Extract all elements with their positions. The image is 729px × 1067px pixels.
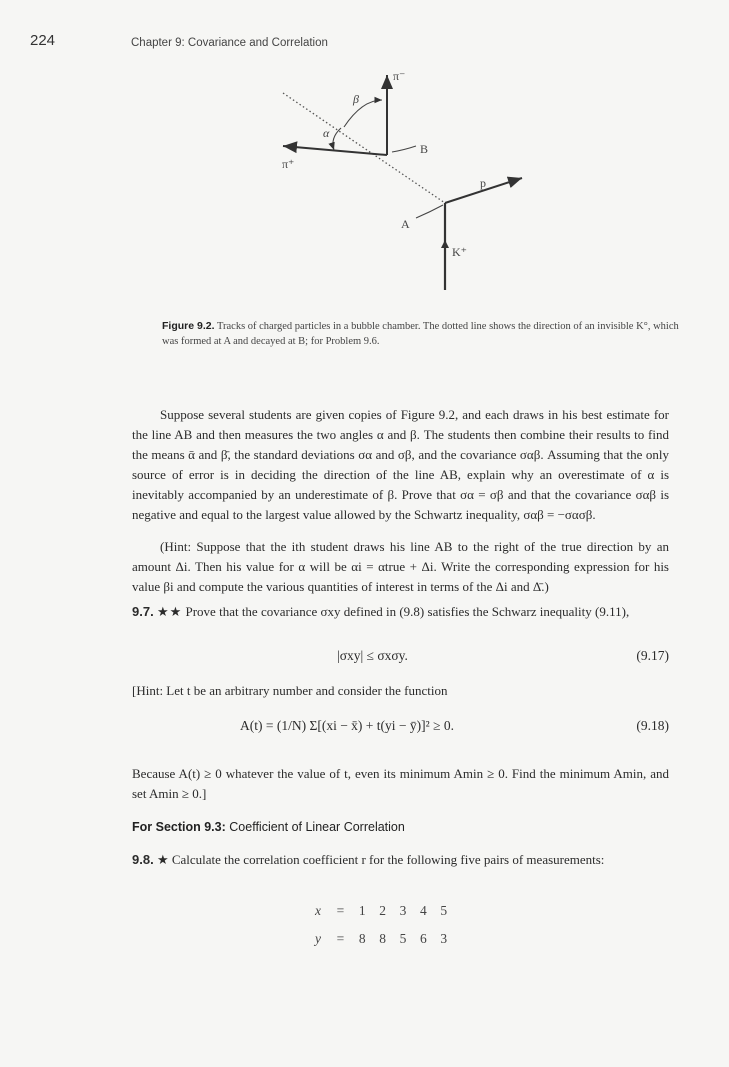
problem-number: 9.8.	[132, 852, 154, 867]
pi-minus-label: π⁻	[393, 69, 406, 83]
beta-label: β	[353, 92, 359, 106]
bubble-chamber-figure	[0, 0, 729, 300]
row-label: x	[315, 903, 321, 918]
equals-sign: =	[336, 931, 345, 946]
difficulty-stars: ★★	[156, 604, 183, 619]
data-cell: 5	[440, 903, 448, 918]
data-cell: 3	[440, 931, 448, 946]
data-cell: 8	[379, 931, 386, 946]
equation-number: (9.18)	[636, 718, 669, 733]
equation-9-17	[132, 648, 669, 674]
equation-9-18	[132, 718, 669, 744]
paragraph-problem-9-7	[132, 602, 669, 622]
k-plus-arrow	[441, 240, 449, 248]
b-pointer	[392, 146, 416, 152]
a-label: A	[401, 217, 410, 231]
data-row-y	[315, 931, 452, 947]
data-cell: 3	[399, 903, 407, 918]
page-number: 224	[30, 32, 56, 49]
data-cell: 2	[379, 903, 386, 918]
caption-label: Figure 9.2.	[162, 320, 215, 332]
pi-plus-track	[283, 146, 387, 155]
equation-body: |σxy| ≤ σxσy.	[337, 648, 408, 663]
difficulty-stars: ★	[156, 852, 169, 867]
paragraph-problem-9-8	[132, 850, 669, 870]
problem-text: Prove that the covariance σxy defined in (9.8) satisfies the Schwarz inequality (9.11),	[185, 604, 630, 619]
data-cell: 6	[420, 931, 427, 946]
problem-text: Calculate the correlation coefficient r for the following five pairs of measurements:	[171, 852, 605, 867]
paragraph-hint-9-6: (Hint: Suppose that the ith student draws his line AB to the right of the true direction by an amount Δi. Then his value for α will be αi = αtrue + Δi. Write the corresponding expression for his value βi and compute the various quantities of interest in terms of the Δi and Δ̄.)	[132, 539, 669, 594]
data-cell: 4	[420, 903, 427, 918]
figure-caption	[162, 319, 682, 349]
paragraph-hint-9-7: [Hint: Let t be an arbitrary number and consider the function	[132, 683, 448, 698]
b-label: B	[420, 142, 429, 156]
beta-arc	[344, 100, 382, 127]
p-label: p	[480, 176, 486, 190]
equation-number: (9.17)	[636, 648, 669, 663]
section-heading	[132, 820, 405, 834]
alpha-label: α	[323, 126, 330, 140]
equals-sign: =	[336, 903, 345, 918]
pi-plus-label: π⁺	[282, 157, 295, 171]
k-plus-label: K⁺	[452, 245, 467, 259]
a-pointer	[416, 205, 443, 218]
row-label: y	[315, 931, 321, 946]
problem-number: 9.7.	[132, 604, 154, 619]
caption-text: Tracks of charged particles in a bubble chamber. The dotted line shows the direction of an invisible K°, which was formed at A and decayed at B; for Problem 9.6.	[162, 321, 679, 347]
section-title: Coefficient of Linear Correlation	[229, 820, 405, 834]
section-label: For Section 9.3:	[132, 820, 226, 834]
equation-body: A(t) = (1/N) Σ[(xi − x̄) + t(yi − ȳ)]² ≥ 0.	[240, 718, 454, 733]
paragraph-problem-9-6: Suppose several students are given copies of Figure 9.2, and each draws in his best estimate for the line AB and then measures the two angles α and β. The students then combine their results to find the means ᾱ and β̄, the standard deviations σα and σβ, and the covariance σαβ. Assuming that the only source of error is in deciding the direction of the line AB, explain why an overestimate of α is inevitably accompanied by an underestimate of β. Prove that σα = σβ and that the covariance σαβ is negative and equal to the largest value allowed by the Schwartz inequality, σαβ = −σασβ.	[132, 407, 669, 522]
data-cell: 8	[358, 931, 366, 946]
data-cell: 1	[358, 903, 366, 918]
data-row-x	[315, 903, 452, 919]
data-cell: 5	[399, 931, 407, 946]
running-head: Chapter 9: Covariance and Correlation	[131, 37, 328, 49]
paragraph-hint-continued: Because A(t) ≥ 0 whatever the value of t, even its minimum Amin ≥ 0. Find the minimum Amin, and set Amin ≥ 0.]	[132, 766, 669, 801]
